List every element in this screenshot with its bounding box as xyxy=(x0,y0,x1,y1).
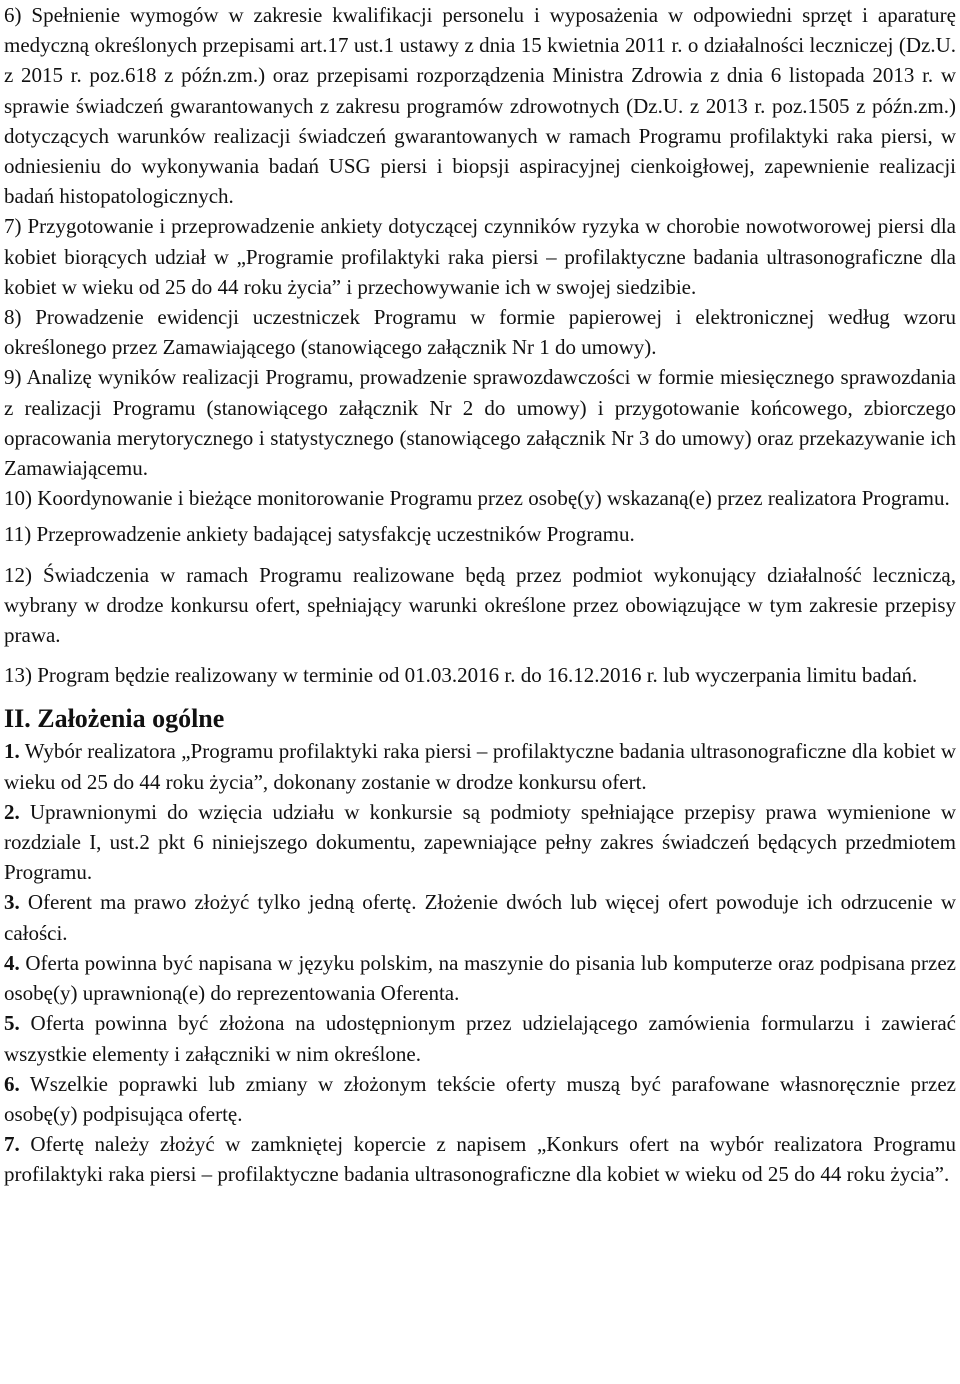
numbered-item-4 xyxy=(4,948,956,1008)
paragraph-7: 7) Przygotowanie i przeprowadzenie ankiety dotyczącej czynników ryzyka w chorobie nowotworowej piersi dla kobiet biorących udział w „Programie profilaktyki raka piersi – profilaktyczne badania ultrasonograficzne dla kobiet w wieku od 25 do 44 roku życia” i przechowywanie ich w swojej siedzibie. xyxy=(4,214,956,299)
item-text: Ofertę należy złożyć w zamkniętej kopercie z napisem „Konkurs ofert na wybór realizatora Programu profilaktyki raka piersi – profilaktyczne badania ultrasonograficzne dla kobiet w wieku od 25 do 44 roku życia”. xyxy=(4,1132,956,1187)
section-heading: II. Założenia ogólne xyxy=(4,704,225,734)
paragraph-9: 9) Analizę wyników realizacji Programu, prowadzenie sprawozdawczości w formie miesięcznego sprawozdania z realizacji Programu (stanowiącego załącznik Nr 2 do umowy) i przygotowanie końcowego, zbiorczego opracowania merytorycznego i statystycznego (stanowiącego załącznik Nr 3 do umowy) oraz przekazywanie ich Zamawiającemu. xyxy=(4,365,956,481)
item-text: Wybór realizatora „Programu profilaktyki raka piersi – profilaktyczne badania ultrasonograficzne dla kobiet w wieku od 25 do 44 roku życia”, dokonany zostanie w drodze konkursu ofert. xyxy=(4,739,956,794)
numbered-item-3 xyxy=(4,887,956,947)
item-text: Wszelkie poprawki lub zmiany w złożonym tekście oferty muszą być parafowane własnoręcznie przez osobę(y) podpisująca ofertę. xyxy=(4,1071,956,1126)
document-page xyxy=(4,0,956,1190)
item-text: Oferent ma prawo złożyć tylko jedną ofertę. Złożenie dwóch lub więcej ofert powoduje ich odrzucenie w całości. xyxy=(4,890,956,945)
numbered-item-1 xyxy=(4,736,956,796)
item-text: Uprawnionymi do wzięcia udziału w konkursie są podmioty spełniające przepisy prawa wymienione w rozdziale I, ust.2 pkt 6 niniejszego dokumentu, zapewniające pełny zakres świadczeń będących przedmiotem Programu. xyxy=(4,799,956,885)
item-number: 3. xyxy=(4,890,20,915)
paragraph-12: 12) Świadczenia w ramach Programu realizowane będą przez podmiot wykonujący działalność leczniczą, wybrany w drodze konkursu ofert, spełniający warunki określone przez obowiązujące w tym zakresie przepisy prawa. xyxy=(4,562,956,648)
item-number: 1. xyxy=(4,739,20,764)
item-text: Oferta powinna być złożona na udostępnionym przez udzielającego zamówienia formularzu i zawierać wszystkie elementy i załączniki w nim określone. xyxy=(4,1011,956,1066)
item-number: 7. xyxy=(4,1132,20,1157)
item-number: 5. xyxy=(4,1011,20,1036)
numbered-item-5 xyxy=(4,1008,956,1068)
numbered-item-2 xyxy=(4,797,956,888)
paragraph-11: 11) Przeprowadzenie ankiety badającej satysfakcję uczestników Programu. xyxy=(4,522,635,547)
numbered-item-7 xyxy=(4,1129,956,1189)
paragraph-8: 8) Prowadzenie ewidencji uczestniczek Programu w formie papierowej i elektronicznej według wzoru określonego przez Zamawiającego (stanowiącego załącznik Nr 1 do umowy). xyxy=(4,305,956,360)
paragraph-10: 10) Koordynowanie i bieżące monitorowanie Programu przez osobę(y) wskazaną(e) przez realizatora Programu. xyxy=(4,486,950,511)
item-number: 6. xyxy=(4,1071,20,1096)
numbered-item-6 xyxy=(4,1069,956,1129)
item-text: Oferta powinna być napisana w języku polskim, na maszynie do pisania lub komputerze oraz podpisana przez osobę(y) uprawnioną(e) do reprezentowania Oferenta. xyxy=(4,950,956,1006)
paragraph-13: 13) Program będzie realizowany w terminie od 01.03.2016 r. do 16.12.2016 r. lub wyczerpania limitu badań. xyxy=(4,663,918,688)
item-number: 2. xyxy=(4,799,20,824)
paragraph-6: 6) Spełnienie wymogów w zakresie kwalifikacji personelu i wyposażenia w odpowiedni sprzęt i aparaturę medyczną określonych przepisami art.17 ust.1 ustawy z dnia 15 kwietnia 2011 r. o działalności leczniczej (Dz.U. z 2015 r. poz.618 z późn.zm.) oraz przepisami rozporządzenia Ministra Zdrowia z dnia 6 listopada 2013 r. w sprawie świadczeń gwarantowanych z zakresu programów zdrowotnych (Dz.U. z 2013 r. poz.1505 z późn.zm.) dotyczących warunków realizacji świadczeń gwarantowanych w ramach Programu profilaktyki raka piersi, w odniesieniu do wykonywania badań USG piersi i biopsji aspiracyjnej cienkoigłowej, zapewnienie realizacji badań histopatologicznych. xyxy=(4,3,956,209)
item-number: 4. xyxy=(4,950,20,975)
